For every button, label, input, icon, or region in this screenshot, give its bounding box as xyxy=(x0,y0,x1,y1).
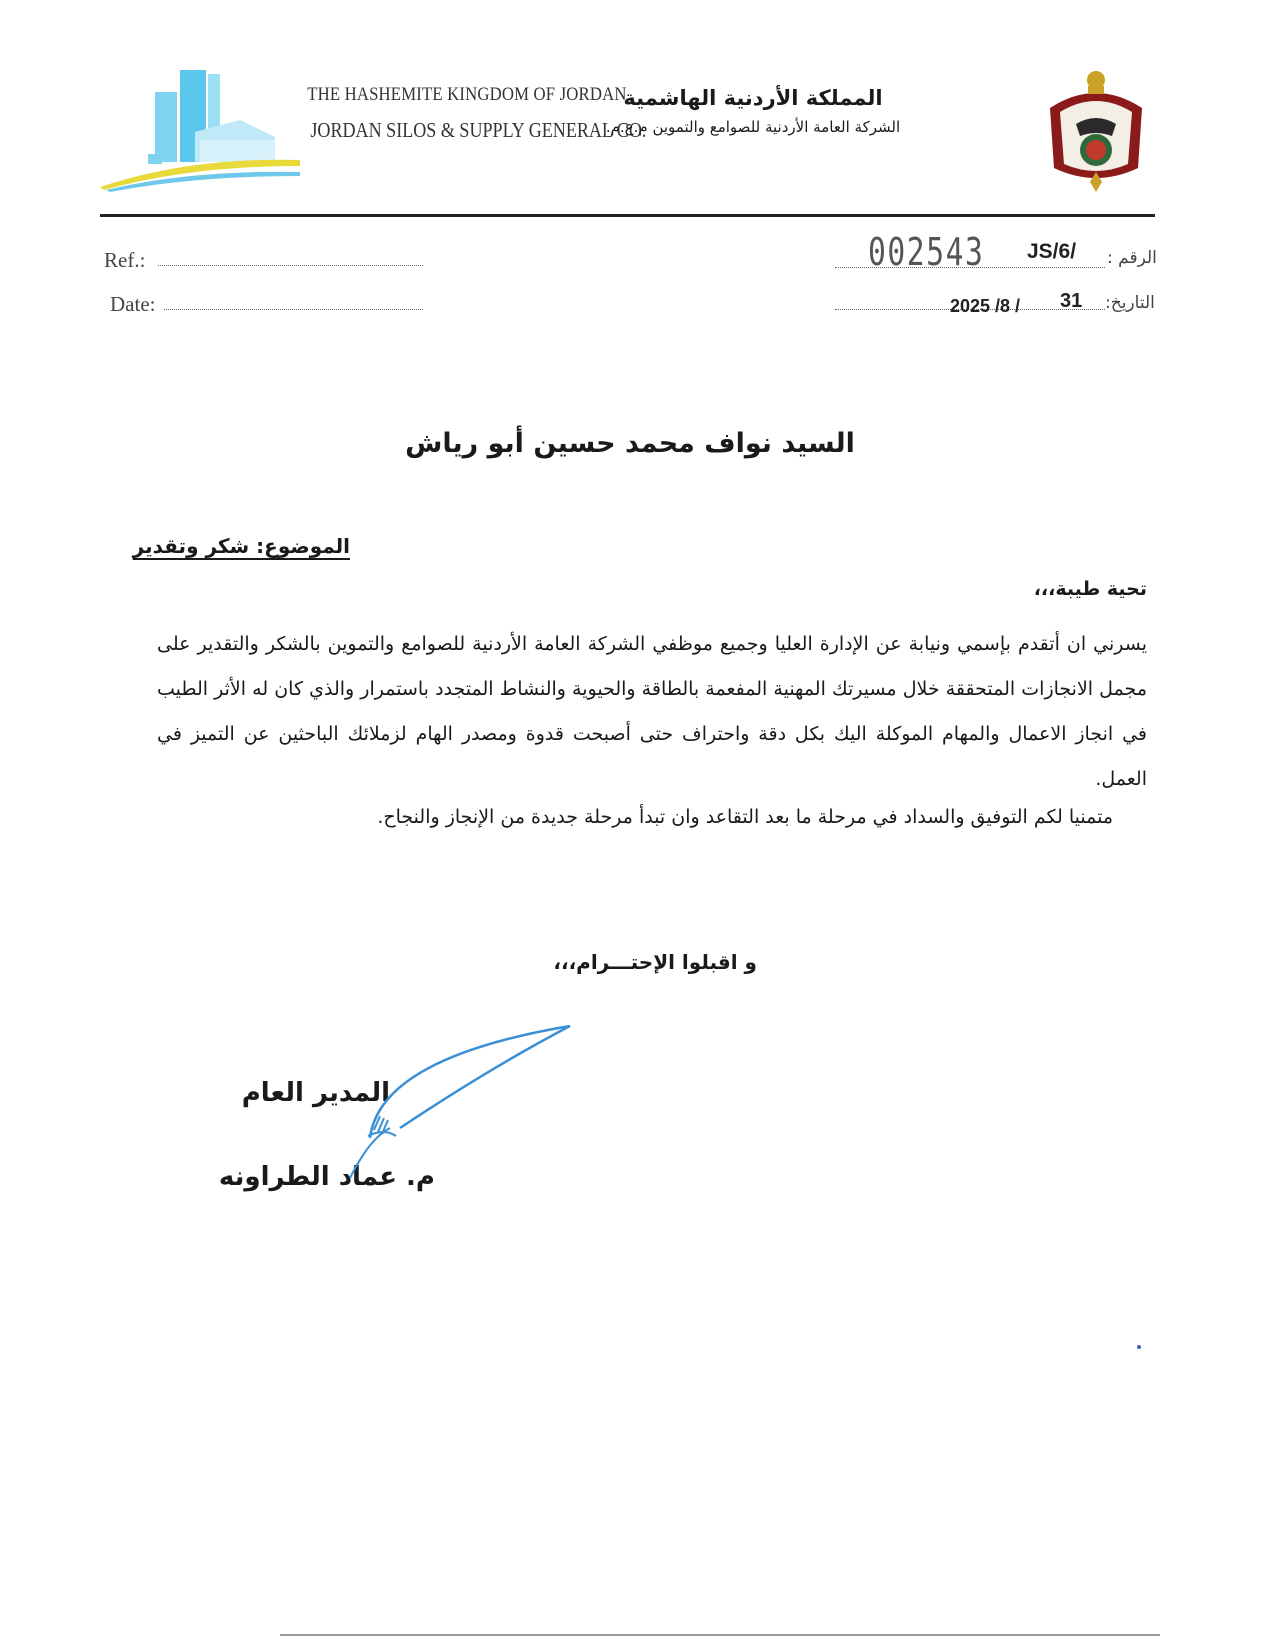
handwritten-signature xyxy=(340,1018,580,1188)
recipient-name: السيد نواف محمد حسين أبو رياش xyxy=(405,428,855,459)
signatory-title: المدير العام xyxy=(241,1078,390,1108)
closing-wish: متمنيا لكم التوفيق والسداد في مرحلة ما بعد التقاعد وان تبدأ مرحلة جديدة من الإنجاز والنجاح. xyxy=(377,806,1113,828)
raqam-label: الرقم : xyxy=(1107,248,1157,268)
company-name-ar: الشركة العامة الأردنية للصوامع والتموين م.ع.م. xyxy=(605,118,901,136)
kingdom-name-en: THE HASHEMITE KINGDOM OF JORDAN xyxy=(307,84,627,105)
english-letterhead xyxy=(288,84,647,143)
signatory-name: م. عماد الطراونه xyxy=(218,1162,435,1192)
subject-line: الموضوع: شكر وتقدير xyxy=(132,534,350,558)
header-divider xyxy=(100,214,1155,217)
reference-code: JS/6/ xyxy=(1027,240,1077,263)
date-dotted-line xyxy=(164,308,423,310)
ink-mark xyxy=(1137,1345,1141,1349)
letter-date: 2025 /8 / xyxy=(950,296,1021,316)
date-label: Date: xyxy=(110,292,156,316)
tarikh-label: التاريخ: xyxy=(1105,293,1155,313)
coat-of-arms-icon xyxy=(1042,68,1150,196)
reference-number: 002543 xyxy=(868,230,985,274)
footer-divider xyxy=(280,1634,1160,1636)
letter-date-day: 31 xyxy=(1060,290,1083,312)
ref-dotted-line xyxy=(158,264,423,266)
arabic-letterhead xyxy=(593,86,913,136)
regards-line: و اقبلوا الإحتـــرام،،، xyxy=(553,950,757,974)
greeting: تحية طيبة،،، xyxy=(1033,578,1147,600)
ref-label: Ref.: xyxy=(104,248,146,272)
body-paragraph: يسرني ان أتقدم بإسمي ونيابة عن الإدارة العليا وجميع موظفي الشركة العامة الأردنية للصوامع والتموين بالشكر والتقدير على مجمل الانجازات المتحققة خلال مسيرتك المهنية المفعمة بالطاقة والحيوية والنشاط المتجدد باستمرار والذي كان له الأثر الطيب في انجاز الاعمال والمهام الموكلة اليك بكل دقة واحتراف حتى أصبحت قدوة ومصدر الهام لزملائك الباحثين عن التميز في العمل. xyxy=(157,633,1147,790)
kingdom-name-ar: المملكة الأردنية الهاشمية xyxy=(623,86,883,110)
company-name-en: JORDAN SILOS & SUPPLY GENERAL CO. xyxy=(310,118,647,142)
silos-logo xyxy=(100,62,305,192)
